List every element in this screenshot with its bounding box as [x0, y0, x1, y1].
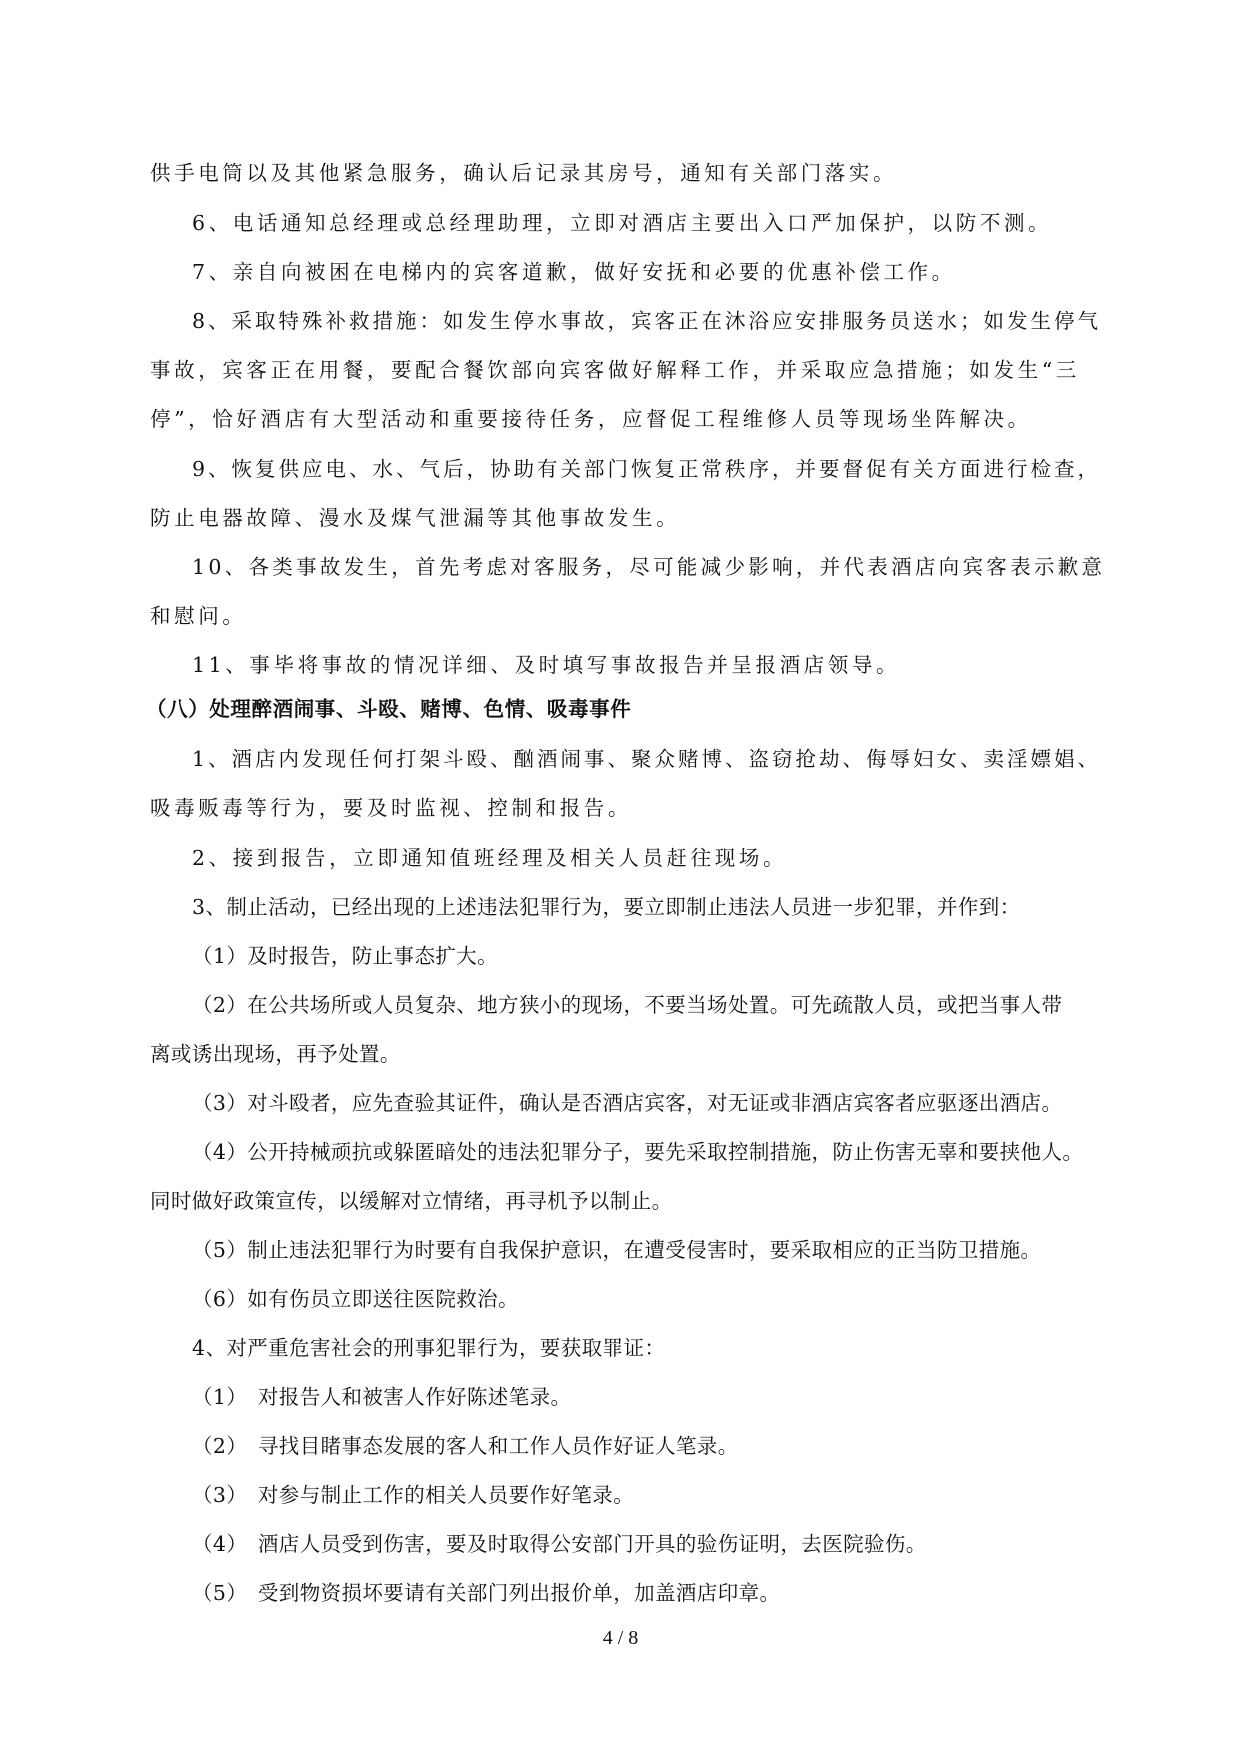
paragraph-line: 事故，宾客正在用餐，要配合餐饮部向宾客做好解释工作，并采取应急措施；如发生“三	[150, 358, 1080, 382]
paragraph-line: 4、对严重危害社会的刑事犯罪行为，要获取罪证：	[192, 1336, 666, 1360]
list-item: （4）公开持械顽抗或躲匿暗处的违法犯罪分子，要先采取控制措施，防止伤害无辜和要挟他人。	[192, 1140, 1084, 1164]
paragraph-line: 11、事毕将事故的情况详细、及时填写事故报告并呈报酒店领导。	[192, 653, 901, 677]
paragraph-line: 同时做好政策宣传，以缓解对立情绪，再寻机予以制止。	[150, 1189, 673, 1213]
paragraph-line: 10、各类事故发生，首先考虑对客服务，尽可能减少影响，并代表酒店向宾客表示歉意	[192, 555, 1106, 579]
paragraph-line: 离或诱出现场，再予处置。	[150, 1042, 401, 1066]
paragraph-line: 8、采取特殊补救措施：如发生停水事故，宾客正在沐浴应安排服务员送水；如发生停气	[192, 309, 1102, 333]
list-item: （4） 酒店人员受到伤害，要及时取得公安部门开具的验伤证明，去医院验伤。	[192, 1532, 927, 1556]
paragraph-line: 9、恢复供应电、水、气后，协助有关部门恢复正常秩序，并要督促有关方面进行检查，	[192, 457, 1102, 481]
list-item: （3） 对参与制止工作的相关人员要作好笔录。	[192, 1483, 635, 1507]
paragraph-line: 停”，恰好酒店有大型活动和重要接待任务，应督促工程维修人员等现场坐阵解决。	[150, 407, 1032, 431]
paragraph-line: 3、制止活动，已经出现的上述违法犯罪行为，要立即制止违法人员进一步犯罪，并作到：	[192, 895, 1021, 919]
paragraph-line: 和慰问。	[150, 604, 247, 628]
list-item: （1）及时报告，防止事态扩大。	[192, 944, 499, 968]
list-item: （2）在公共场所或人员复杂、地方狭小的现场，不要当场处置。可先疏散人员，或把当事人带	[192, 993, 1063, 1017]
list-item: （2） 寻找目睹事态发展的客人和工作人员作好证人笔录。	[192, 1434, 739, 1458]
paragraph-line: 7、亲自向被困在电梯内的宾客道歉，做好安抚和必要的优惠补偿工作。	[192, 260, 956, 284]
list-item: （1） 对报告人和被害人作好陈述笔录。	[192, 1385, 572, 1409]
paragraph-line: 2、接到报告，立即通知值班经理及相关人员赶往现场。	[192, 846, 788, 870]
page-number: 4 / 8	[602, 1627, 639, 1649]
paragraph-line: 6、电话通知总经理或总经理助理，立即对酒店主要出入口严加保护，以防不测。	[192, 211, 1053, 235]
list-item: （3）对斗殴者，应先查验其证件，确认是否酒店宾客，对无证或非酒店宾客者应驱逐出酒店。	[192, 1091, 1063, 1115]
list-item: （5）制止违法犯罪行为时要有自我保护意识，在遭受侵害时，要采取相应的正当防卫措施。	[192, 1238, 1042, 1262]
paragraph-line: 供手电筒以及其他紧急服务，确认后记录其房号，通知有关部门落实。	[150, 161, 898, 185]
paragraph-line: 吸毒贩毒等行为，要及时监视、控制和报告。	[150, 796, 632, 820]
paragraph-line: 防止电器故障、漫水及煤气泄漏等其他事故发生。	[150, 506, 681, 530]
paragraph-line: 1、酒店内发现任何打架斗殴、酗酒闹事、聚众赌博、盗窃抢劫、侮辱妇女、卖淫嫖娼、	[192, 747, 1102, 771]
section-heading: （八）处理醉酒闹事、斗殴、赌博、色情、吸毒事件	[146, 697, 632, 721]
list-item: （6）如有伤员立即送往医院救治。	[192, 1287, 519, 1311]
list-item: （5） 受到物资损坏要请有关部门列出报价单，加盖酒店印章。	[192, 1581, 781, 1605]
